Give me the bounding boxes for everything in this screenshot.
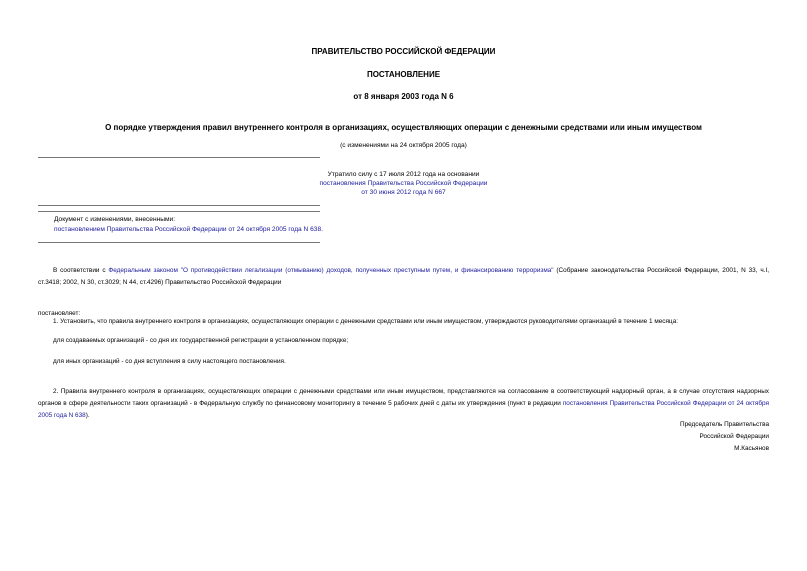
divider-middle-1 [38, 205, 320, 206]
item-2-end: ). [85, 412, 90, 419]
signature-position-1: Председатель Правительства [680, 421, 769, 428]
decides-word: постановляет: [38, 310, 81, 317]
item-2-text: 2. Правила внутреннего контроля в организациях, осуществляющих операции с денежными средствами или иным имуществом, представляются на согласование в соответствующий надзорный орган, а в случае отсутствия надзорных органов в сфере деятельности таких организаций - в Федеральную службу по финансовому мониторингу в течение 5 рабочих дней с даты их утверждения (пункт в редакции [38, 388, 769, 407]
item-1: 1. Установить, что правила внутреннего контроля в организациях, осуществляющих операции с денежными средствами или иным имуществом, утверждаются руководителями организаций в течение 1 месяца: [53, 318, 678, 325]
document-date-number: от 8 января 2003 года N 6 [353, 92, 454, 101]
signatory-name: М.Касьянов [734, 445, 769, 452]
item-1-subclause-new: для создаваемых организаций - со дня их государственной регистрации в установленном порядке; [53, 337, 349, 344]
federal-law-link[interactable]: Федеральным законом "О противодействии легализации (отмыванию) доходов, полученных преступным путем, и финансированию терроризма" [108, 267, 554, 274]
item-2-amendment-link[interactable]: постановления Правительства Российской Федерации от 24 октября 2005 года N 638 [38, 400, 769, 419]
document-type: ПОСТАНОВЛЕНИЕ [366, 70, 441, 79]
preamble-start: В соответствии с [53, 267, 109, 274]
invalidation-link-line2[interactable]: от 30 июня 2012 года N 667 [361, 189, 446, 196]
changes-link[interactable]: постановлением Правительства Российской Федерации от 24 октября 2005 года N 638. [54, 226, 323, 233]
preamble-end: (Собрание законодательства Российской Федерации, 2001, N 33, ч.I, ст.3418; 2002, N 30, ст.3029; N 44, ст.4296) Правительство Российской Федерации [38, 267, 770, 286]
government-heading: ПРАВИТЕЛЬСТВО РОССИЙСКОЙ ФЕДЕРАЦИИ [311, 47, 496, 56]
item-2 [38, 386, 769, 422]
divider-top [38, 157, 320, 158]
preamble [38, 265, 769, 289]
changes-label: Документ с изменениями, внесенными: [54, 216, 176, 223]
amendments-note: (с изменениями на 24 октября 2005 года) [340, 142, 467, 149]
invalidation-link-line1[interactable]: постановления Правительства Российской Федерации [319, 180, 488, 187]
invalidation-text: Утратило силу с 17 июля 2012 года на основании [327, 171, 480, 178]
signature-block [469, 419, 769, 455]
divider-middle-2 [38, 211, 320, 212]
document-title: О порядке утверждения правил внутреннего контроля в организациях, осуществляющих операции с денежными средствами или иным имуществом [105, 123, 702, 132]
item-1-subclause-existing: для иных организаций - со дня вступления в силу настоящего постановления. [53, 358, 286, 365]
signature-position-2: Российской Федерации [699, 433, 769, 440]
divider-bottom [38, 242, 320, 243]
